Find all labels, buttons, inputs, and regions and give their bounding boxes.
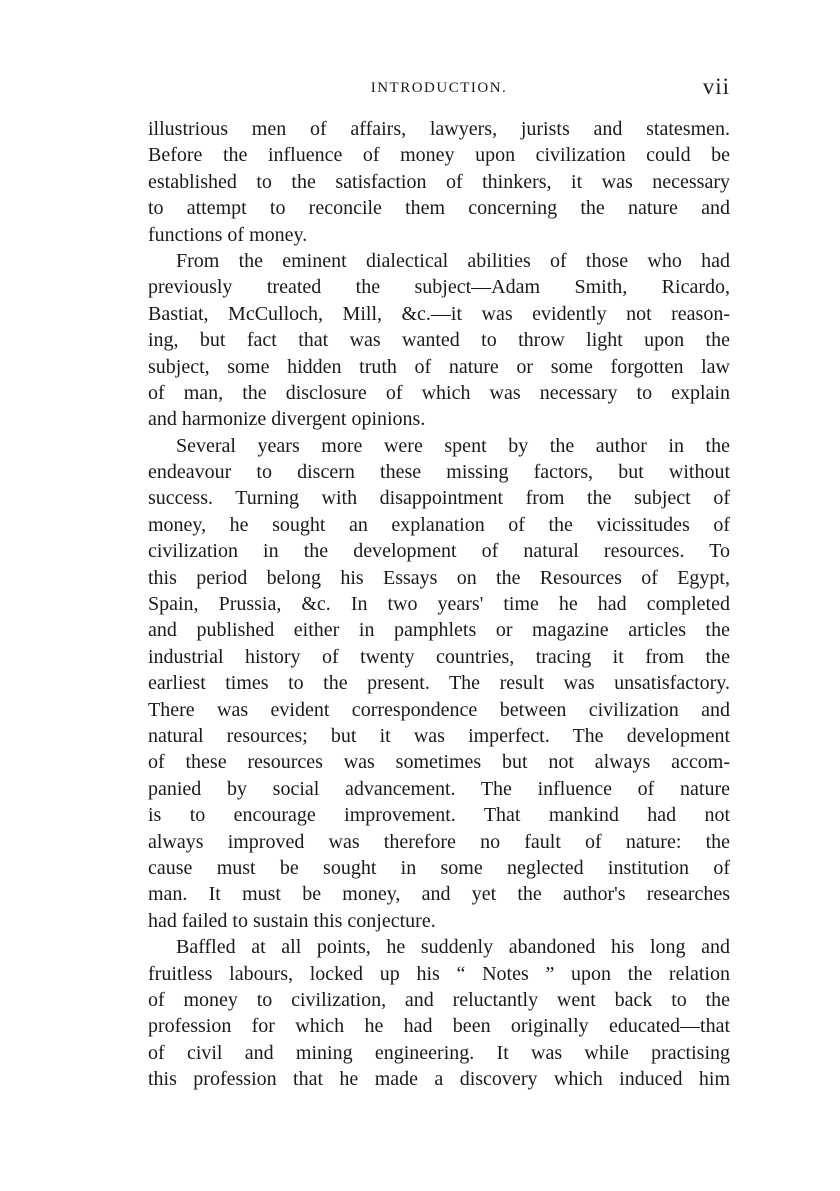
text-line: this period belong his Essays on the Resources of Egypt, <box>148 566 730 589</box>
text-line: always improved was therefore no fault of nature: the <box>148 830 730 853</box>
text-line: From the eminent dialectical abilities of those who had <box>176 249 730 272</box>
body-text <box>148 116 730 1092</box>
text-line: Several years more were spent by the author in the <box>176 434 730 457</box>
text-line: panied by social advancement. The influence of nature <box>148 777 730 800</box>
text-line: illustrious men of affairs, lawyers, jurists and statesmen. <box>148 118 730 140</box>
text-line: civilization in the development of natural resources. To <box>148 540 730 563</box>
text-line: and published either in pamphlets or magazine articles the <box>148 619 730 642</box>
text-line: of these resources was sometimes but not always accom- <box>148 751 730 774</box>
text-line: ing, but fact that was wanted to throw light upon the <box>148 329 730 352</box>
text-line: natural resources; but it was imperfect. The development <box>148 724 730 747</box>
running-head: INTRODUCTION. <box>370 80 508 96</box>
text-line: man. It must be money, and yet the author's researches <box>148 883 730 906</box>
text-line: Baffled at all points, he suddenly abandoned his long and <box>176 936 730 959</box>
text-line: subject, some hidden truth of nature or some forgotten law <box>148 355 730 378</box>
text-line: profession for which he had been originally educated—that <box>148 1015 730 1038</box>
text-line: to attempt to reconcile them concerning the nature and <box>148 197 730 220</box>
text-line: had failed to sustain this conjecture. <box>148 909 436 932</box>
paragraph-2 <box>148 248 730 433</box>
text-line: Before the influence of money upon civilization could be <box>148 144 730 167</box>
text-line: of man, the disclosure of which was necessary to explain <box>148 381 730 404</box>
text-line: is to encourage improvement. That mankind had not <box>148 804 730 827</box>
text-line: previously treated the subject—Adam Smith, Ricardo, <box>148 276 730 299</box>
text-line: functions of money. <box>148 223 308 246</box>
text-line: and harmonize divergent opinions. <box>148 408 426 431</box>
paragraph-1 <box>148 116 730 248</box>
text-line: There was evident correspondence between civilization and <box>148 698 730 721</box>
text-line: earliest times to the present. The result was unsatisfactory. <box>148 672 730 695</box>
page-header <box>148 76 730 106</box>
text-line: of money to civilization, and reluctantly went back to the <box>148 988 730 1011</box>
text-line: established to the satisfaction of thinkers, it was necessary <box>148 170 730 193</box>
text-line: of civil and mining engineering. It was while practising <box>148 1041 730 1064</box>
text-line: cause must be sought in some neglected institution of <box>148 856 730 879</box>
text-line: Bastiat, McCulloch, Mill, &c.—it was evidently not reason- <box>148 302 730 325</box>
paragraph-4 <box>148 934 730 1092</box>
text-line: this profession that he made a discovery which induced him <box>148 1068 730 1091</box>
text-line: endeavour to discern these missing factors, but without <box>148 461 730 484</box>
text-line: fruitless labours, locked up his “ Notes ” upon the relation <box>148 962 730 985</box>
text-line: Spain, Prussia, &c. In two years' time he had completed <box>148 593 730 616</box>
text-line: industrial history of twenty countries, tracing it from the <box>148 645 730 668</box>
page-number: vii <box>702 74 730 99</box>
text-line: success. Turning with disappointment from the subject of <box>148 487 730 510</box>
paragraph-3 <box>148 433 730 934</box>
text-line: money, he sought an explanation of the vicissitudes of <box>148 513 730 536</box>
